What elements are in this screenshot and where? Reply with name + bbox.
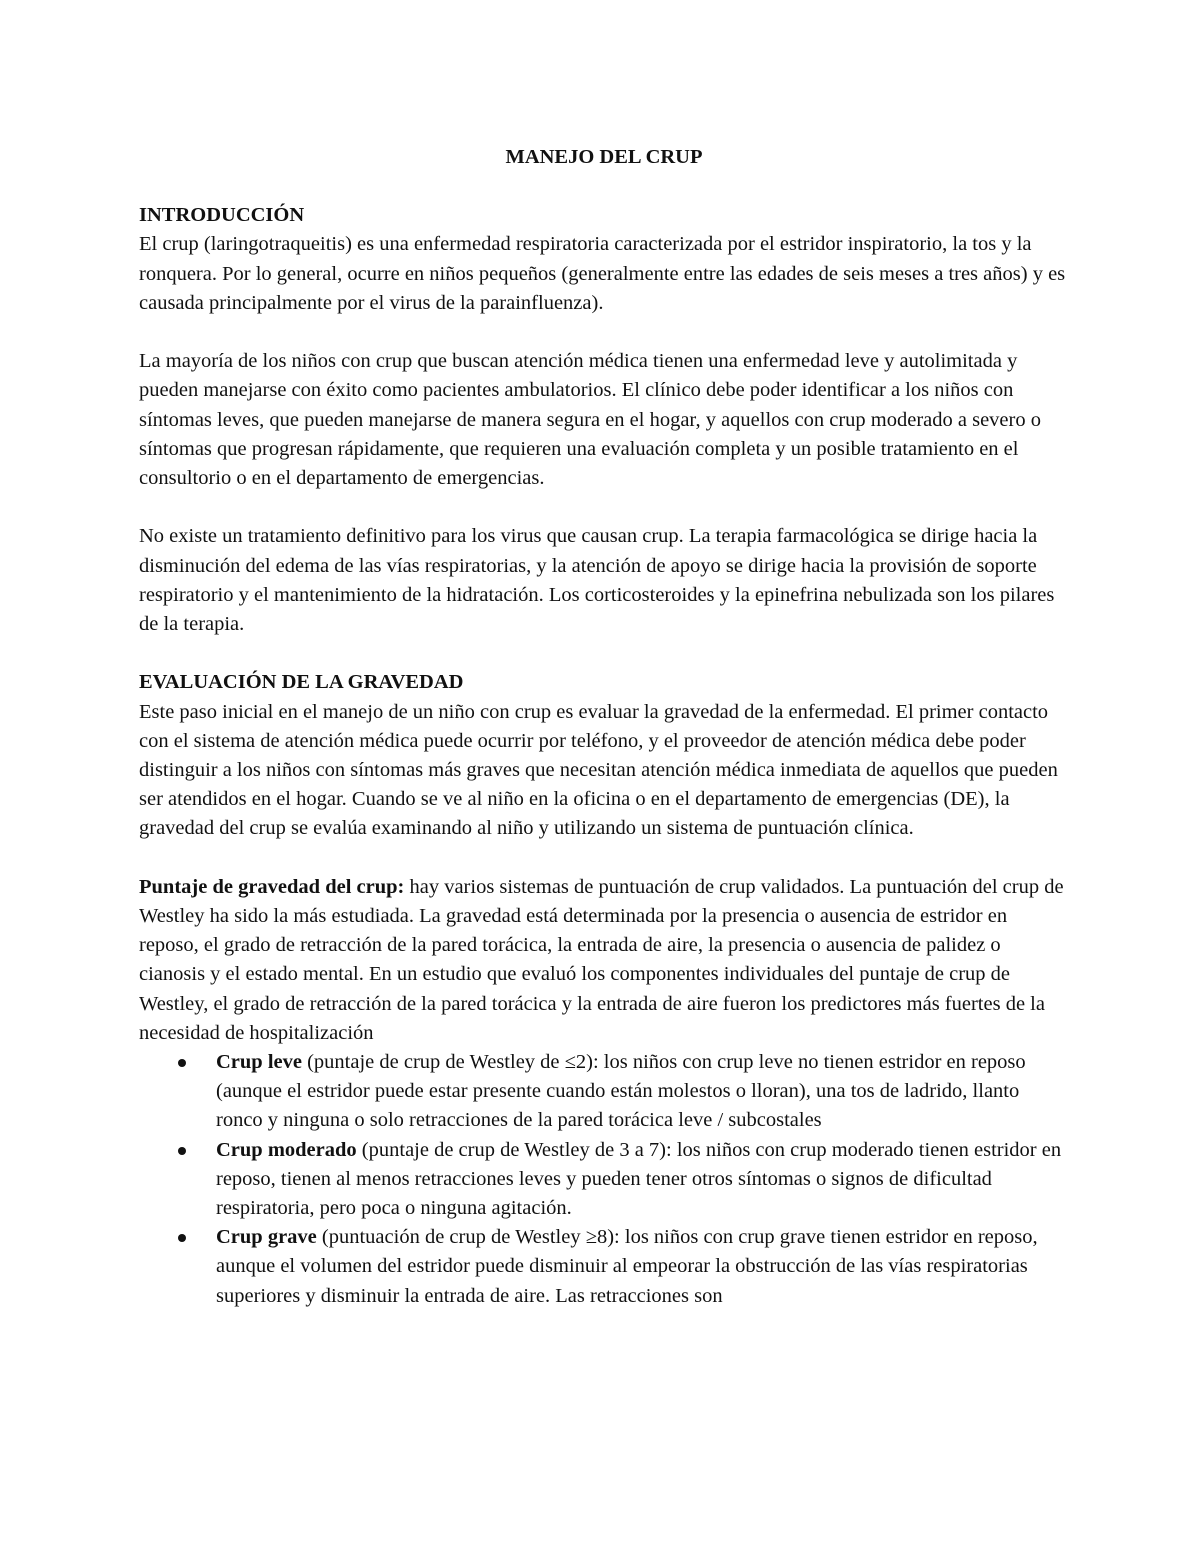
list-item-term: Crup moderado (216, 1138, 357, 1161)
bullet-icon (178, 1234, 186, 1242)
evaluacion-paragraph-1: Este paso inicial en el manejo de un niño con crup es evaluar la gravedad de la enfermedad. El primer contacto con el sistema de atención médica puede ocurrir por teléfono, y el proveedor de atención médica debe poder distinguir a los niños con síntomas más graves que necesitan atención médica inmediata de aquellos que pueden ser atendidos en el hogar. Cuando se ve al niño en la oficina o en el departamento de emergencias (DE), la gravedad del crup se evalúa examinando al niño y utilizando un sistema de puntuación clínica. (139, 700, 1058, 840)
list-item-text: (puntaje de crup de Westley de 3 a 7): los niños con crup moderado tienen estridor en reposo, tienen al menos retracciones leves y pueden tener otros síntomas o signos de dificultad respiratoria, pero poca o ninguna agitación. (216, 1138, 1062, 1220)
intro-paragraph-2: La mayoría de los niños con crup que buscan atención médica tienen una enfermedad leve y autolimitada y pueden manejarse con éxito como pacientes ambulatorios. El clínico debe poder identificar a los niños con síntomas leves, que pueden manejarse de manera segura en el hogar, y aquellos con crup moderado a severo o síntomas que progresan rápidamente, que requieren una evaluación completa y un posible tratamiento en el consultorio o en el departamento de emergencias. (139, 350, 1041, 490)
intro-paragraph-1: El crup (laringotraqueitis) es una enfermedad respiratoria caracterizada por el estridor inspiratorio, la tos y la ronquera. Por lo general, ocurre en niños pequeños (generalmente entre las edades de seis meses a tres años) y es causada principalmente por el virus de la parainfluenza). (139, 233, 1066, 314)
document-title: MANEJO DEL CRUP (505, 146, 703, 168)
score-paragraph (139, 873, 1069, 1048)
intro-paragraph-3: No existe un tratamiento definitivo para los virus que causan crup. La terapia farmacológica se dirige hacia la disminución del edema de las vías respiratorias, y la atención de apoyo se dirige hacia la provisión de soporte respiratorio y el mantenimiento de la hidratación. Los corticosteroides y la epinefrina nebulizada son los pilares de la terapia. (139, 525, 1055, 636)
score-label: Puntaje de gravedad del crup: (139, 875, 405, 898)
document-page (139, 143, 1069, 1311)
score-text: hay varios sistemas de puntuación de crup validados. La puntuación del crup de Westley ha sido la más estudiada. La gravedad está determinada por la presencia o ausencia de estridor en reposo, el grado de retracción de la pared torácica, la entrada de aire, la presencia o ausencia de palidez o cianosis y el estado mental. En un estudio que evaluó los componentes individuales del puntaje de crup de Westley, el grado de retracción de la pared torácica y la entrada de aire fueron los predictores más fuertes de la necesidad de hospitalización (139, 875, 1064, 1044)
severity-list (139, 1048, 1069, 1311)
list-item-crup-leve (139, 1048, 1069, 1136)
list-item-term: Crup grave (216, 1226, 317, 1249)
list-item-crup-moderado (139, 1136, 1069, 1224)
bullet-icon (178, 1147, 186, 1155)
list-item-crup-grave (139, 1223, 1069, 1311)
list-item-text: (puntaje de crup de Westley de ≤2): los niños con crup leve no tienen estridor en reposo (aunque el estridor puede estar presente cuando están molestos o lloran), una tos de ladrido, llanto ronco y ninguna o solo retracciones de la pared torácica leve / subcostales (216, 1051, 1026, 1132)
bullet-icon (178, 1059, 186, 1067)
section-heading-evaluacion: EVALUACIÓN DE LA GRAVEDAD (139, 671, 464, 694)
section-heading-introduccion: INTRODUCCIÓN (139, 204, 305, 227)
list-item-term: Crup leve (216, 1051, 302, 1074)
list-item-text: (puntuación de crup de Westley ≥8): los niños con crup grave tienen estridor en reposo, aunque el volumen del estridor puede disminuir al empeorar la obstrucción de las vías respiratorias superiores y disminuir la entrada de aire. Las retracciones son (216, 1226, 1038, 1307)
